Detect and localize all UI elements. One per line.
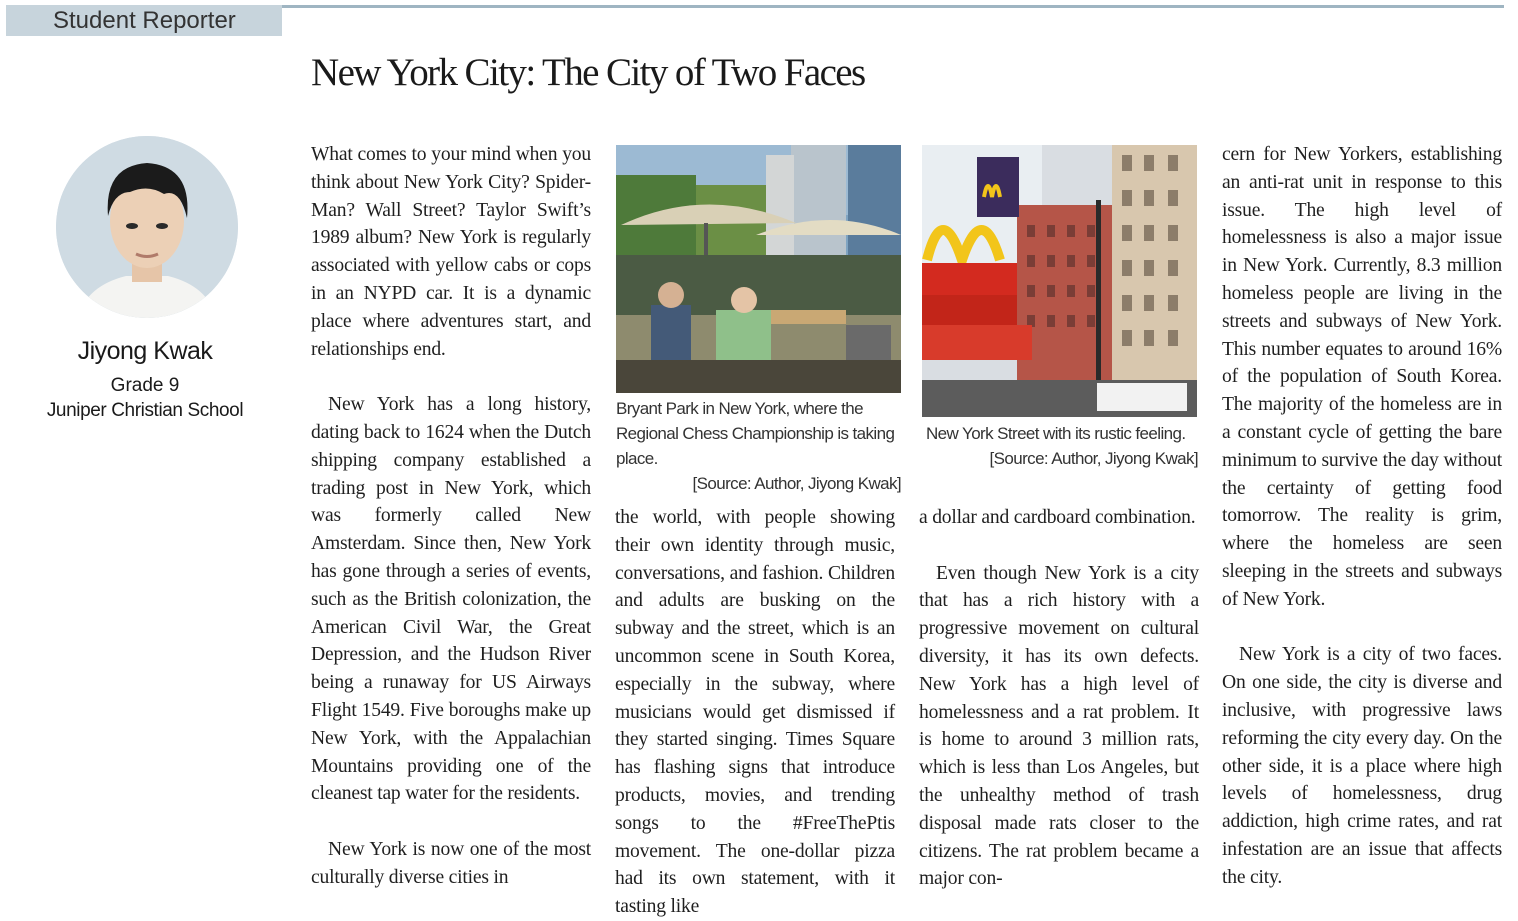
paragraph: New York has a long history, dating back to 1624 when the Dutch shipping company established a trading post in New York, which was formerly called New Amsterdam. Since then, New York has gone through a series of events, such as the British colonization, the American Civil War, the Great Depression, and the Hudson River being a runaway for US Airways Flight 1549. Five boroughs make up New York, with the Appalachian Mountains providing one of the cleanest tap water for the residents. (311, 394, 591, 805)
paragraph: a dollar and cardboard combination. (919, 507, 1196, 528)
photo2-caption (922, 421, 1198, 471)
paragraph: What comes to your mind when you think about New York City? Spider-Man? Wall Street? Taylor Swift’s 1989 album? New York is regularly associated with yellow cabs or cops in an NYPD car. It is a dynamic place where adventures start, and relationships end. (311, 144, 591, 360)
photo2-caption-text: New York Street with its rustic feeling. (926, 424, 1186, 443)
paragraph: cern for New Yorkers, establishing an anti-rat unit in response to this issue. The high level of homelessness is also a major issue in New York. Currently, 8.3 million homeless people are living in the streets and subways of New York. This number equates to around 16% of the population of South Korea. The majority of the homeless are in a constant cycle of getting the bare minimum to survive the day without the certainty of getting food tomorrow. The reality is grim, where the homeless are seen sleeping in the streets and subways of New York. (1222, 144, 1502, 610)
article-column-2 (615, 504, 895, 921)
bryant-park-photo (616, 145, 901, 393)
header-rule (282, 5, 1504, 8)
author-avatar (56, 136, 238, 318)
photo2-source: [Source: Author, Jiyong Kwak] (989, 449, 1198, 468)
article-column-4 (1222, 141, 1502, 892)
author-name: Jiyong Kwak (77, 337, 213, 365)
author-grade: Grade 9 (110, 375, 180, 396)
paragraph: the world, with people showing their own identity through music, conversations, and fashion. Children and adults are busking on the subway and the street, which is an uncommon scene in South Korea, especially in the subway, where musicians would get dismissed if they started singing. Times Square has flashing signs that introduce products, movies, and trending songs to the #FreeThePtis movement. The one-dollar pizza had its own statement, with it tasting like (615, 507, 895, 918)
paragraph: New York is a city of two faces. On one side, the city is diverse and inclusive, with progressive laws reforming the city every day. On the other side, it is a place where high levels of homelessness, drug addiction, high crime rates, and rat infestation are an issue that affects the city. (1222, 644, 1502, 888)
article-column-1 (311, 141, 591, 892)
photo1-caption (616, 396, 901, 496)
paragraph: Even though New York is a city that has a rich history with a progressive movement on cultural diversity, it has its own defects. New York has a high level of homelessness and a rat problem. It is home to around 3 million rats, which is less than Los Angeles, but the unhealthy method of trash disposal made rats closer to the citizens. The rat problem became a major con- (919, 562, 1199, 890)
photo1-caption-text: Bryant Park in New York, where the Regional Chess Championship is taking place. (616, 399, 895, 468)
article-column-3 (919, 504, 1199, 893)
author-school: Juniper Christian School (46, 400, 244, 421)
photo1-source: [Source: Author, Jiyong Kwak] (692, 474, 901, 493)
article-headline: New York City: The City of Two Faces (311, 51, 865, 94)
paragraph: New York is now one of the most culturally diverse cities in (311, 838, 591, 888)
section-label: Student Reporter (6, 5, 282, 36)
new-york-street-photo (922, 145, 1197, 417)
